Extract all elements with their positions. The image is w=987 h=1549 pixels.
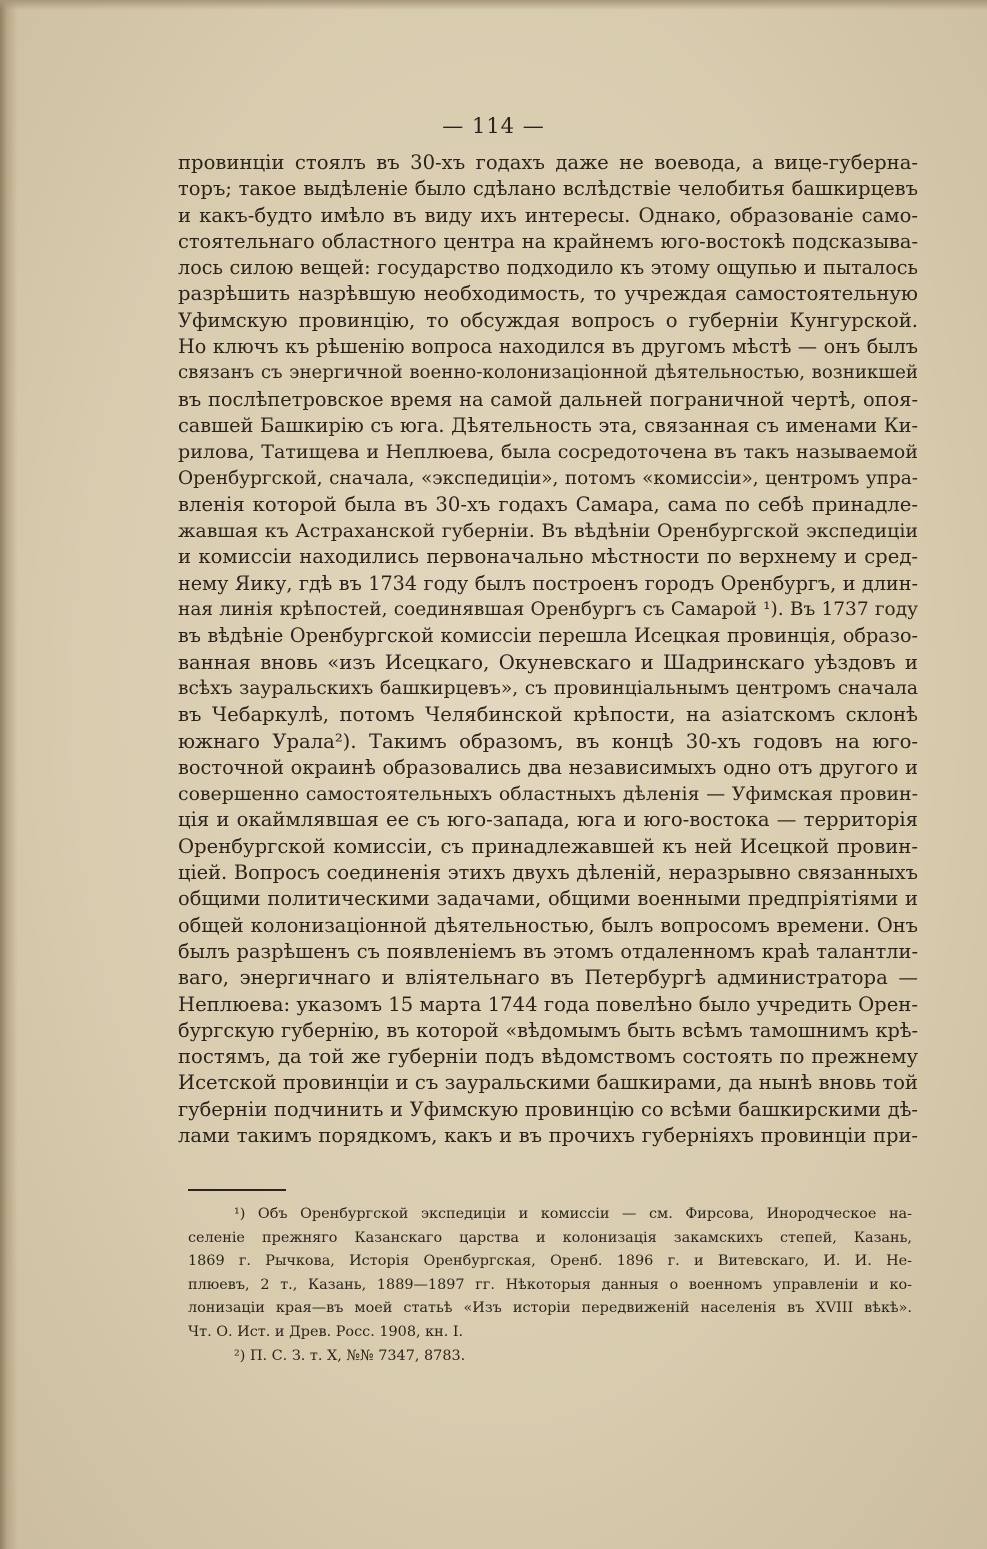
footnote-line: плюевъ, 2 т., Казань, 1889—1897 гг. Нѣкоторыя данныя о военномъ управленіи и ко-	[188, 1276, 912, 1293]
page-number: — 114 —	[442, 114, 545, 138]
text-line: Но ключъ къ рѣшенію вопроса находился въ другомъ мѣстѣ — онъ былъ	[178, 335, 918, 359]
footnote-line: 1869 г. Рычкова, Исторія Оренбургская, Оренб. 1896 г. и Витевскаго, И. И. Не-	[188, 1253, 912, 1270]
text-line: ная линія крѣпостей, соединявшая Оренбургъ съ Самарой ¹). Въ 1737 году	[178, 599, 918, 621]
text-line: лось силою вещей: государство подходило къ этому ощупью и пыталось	[178, 256, 918, 280]
text-line: постямъ, да той же губерніи подъ вѣдомствомъ состоять по прежнему	[178, 1045, 918, 1069]
text-line: Неплюева: указомъ 15 марта 1744 года повелѣно было учредить Орен-	[178, 992, 918, 1016]
text-line: жавшая къ Астраханской губерніи. Въ вѣдѣніи Оренбургской экспедиціи	[178, 520, 918, 543]
text-line: восточной окраинѣ образовались два независимыхъ одно отъ другого и	[178, 755, 918, 779]
text-line: нему Яику, гдѣ въ 1734 году былъ построенъ городъ Оренбургъ, и длин-	[178, 571, 918, 595]
footnote-2: ²) П. С. З. т. X, №№ 7347, 8783.	[234, 1347, 466, 1364]
text-line: общими политическими задачами, общими военными предпріятіями и	[178, 887, 918, 911]
text-line: савшей Башкирію съ юга. Дѣятельность эта, связанная съ именами Ки-	[178, 413, 918, 437]
text-line: стоятельнаго областного центра на крайнемъ юго-востокѣ подсказыва-	[178, 229, 918, 253]
text-line: въ Чебаркулѣ, потомъ Челябинской крѣпости, на азіатскомъ склонѣ	[178, 703, 918, 727]
text-line: совершенно самостоятельныхъ областныхъ дѣленія — Уфимская провин-	[178, 783, 918, 806]
main-text	[178, 150, 918, 1149]
text-line: бургскую губернію, въ которой «вѣдомымъ быть всѣмъ тамошнимъ крѣ-	[178, 1018, 918, 1042]
text-line: ція и окаймлявшая ее съ юго-запада, юга и юго-востока — территорія	[178, 808, 918, 832]
text-line: Исетской провинціи и съ зауральскими башкирами, да нынѣ вновь той	[178, 1071, 918, 1095]
text-line: общей колонизаціонной дѣятельностью, былъ вопросомъ времени. Онъ	[178, 913, 918, 937]
text-line: Оренбургской комиссіи, съ принадлежавшей къ ней Исецкой провин-	[178, 834, 918, 858]
text-line: Оренбургской, сначала, «экспедиціи», потомъ «комиссіи», центромъ упра-	[178, 467, 918, 489]
text-line: былъ разрѣшенъ съ появленіемъ въ этомъ отдаленномъ краѣ талантли-	[178, 939, 918, 963]
text-line: Уфимскую провинцію, то обсуждая вопросъ о губерніи Кунгурской.	[178, 308, 918, 332]
text-line: рилова, Татищева и Неплюева, была сосредоточена въ такъ называемой	[178, 441, 918, 464]
text-line: всѣхъ зауральскихъ башкирцевъ», съ провинціальнымъ центромъ сначала	[178, 677, 918, 699]
text-line: ваго, энергичнаго и вліятельнаго въ Петербургѣ администратора —	[178, 966, 918, 990]
text-line: губерніи подчинить и Уфимскую провинцію со всѣми башкирскими дѣ-	[178, 1097, 918, 1121]
page-top-shadow	[0, 0, 987, 10]
text-line: ціей. Вопросъ соединенія этихъ двухъ дѣленій, неразрывно связанныхъ	[178, 861, 918, 885]
text-line: лами такимъ порядкомъ, какъ и въ прочихъ губерніяхъ провинціи при-	[178, 1123, 918, 1147]
text-line: въ послѣпетровское время на самой дальней пограничной чертѣ, опоя-	[178, 387, 918, 411]
text-line: провинціи стоялъ въ 30-хъ годахъ даже не воевода, а вице-губерна-	[178, 151, 918, 174]
text-line: южнаго Урала²). Такимъ образомъ, въ концѣ 30-хъ годовъ на юго-	[178, 729, 918, 753]
page-edge-shadow	[0, 0, 18, 1549]
text-line: и комиссіи находились первоначально мѣстности по верхнему и сред-	[178, 545, 918, 569]
footnote-separator	[188, 1189, 286, 1191]
footnotes	[188, 1203, 912, 1368]
text-line: ванная вновь «изъ Исецкаго, Окуневскаго и Шадринскаго уѣздовъ и	[178, 650, 918, 674]
text-line: и какъ-будто имѣло въ виду ихъ интересы. Однако, образованіе само-	[178, 203, 918, 227]
text-line: вленія которой была въ 30-хъ годахъ Самара, сама по себѣ принадле-	[178, 492, 918, 516]
footnote-line: лонизаціи края—въ моей статьѣ «Изъ исторіи передвиженій населенія въ XVIII вѣкѣ».	[188, 1300, 912, 1317]
text-line: связанъ съ энергичной военно-колонизаціонной дѣятельностью, возникшей	[178, 362, 918, 384]
footnote-line: селеніе прежняго Казанскаго царства и колонизація закамскихъ степей, Казань,	[188, 1229, 912, 1246]
footnote-line: ¹) Объ Оренбургской экспедиціи и комиссіи — см. Фирсова, Инородческое на-	[234, 1206, 912, 1222]
text-line: торъ; такое выдѣленіе было сдѣлано вслѣдствіе челобитья башкирцевъ	[178, 177, 918, 201]
text-line: разрѣшить назрѣвшую необходимость, то учреждая самостоятельную	[178, 282, 918, 306]
footnote-line: Чт. О. Ист. и Древ. Росс. 1908, кн. I.	[188, 1323, 464, 1340]
text-line: въ вѣдѣніе Оренбургской комиссіи перешла Исецкая провинція, образо-	[178, 624, 918, 648]
